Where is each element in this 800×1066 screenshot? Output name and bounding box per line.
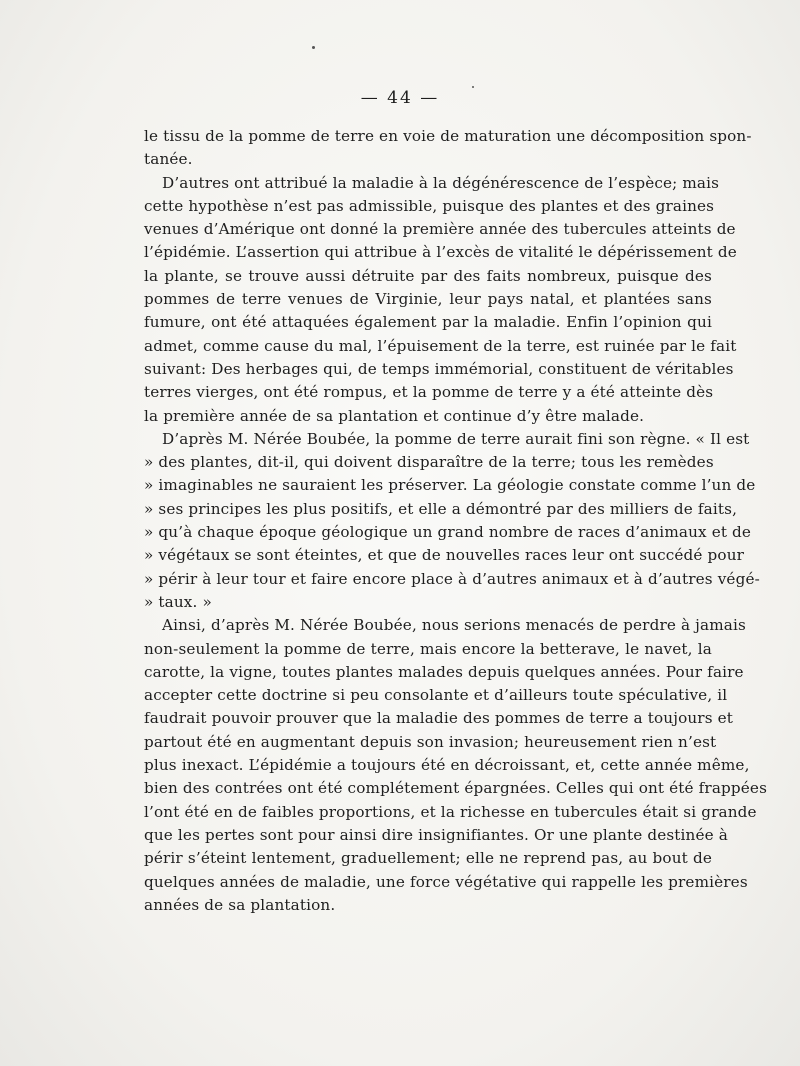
text-line: la plante, se trouve aussi détruite par des faits nombreux, puisque des	[144, 266, 712, 285]
page-number: — 44 —	[360, 88, 440, 108]
text-line: » qu’à chaque époque géologique un grand nombre de races d’animaux et de	[144, 523, 752, 542]
text-line: bien des contrées ont été complétement épargnées. Celles qui ont été frappées	[144, 779, 768, 798]
ink-speck	[312, 46, 315, 49]
text-line: venues d’Amérique ont donné la première année des tubercules atteints de	[144, 220, 736, 239]
text-line: périr s’éteint lentement, graduellement; elle ne reprend pas, au bout de	[144, 849, 712, 868]
text-line: que les pertes sont pour ainsi dire insignifiantes. Or une plante destinée à	[144, 825, 728, 844]
text-line: D’autres ont attribué la maladie à la dégénérescence de l’espèce; mais	[162, 173, 720, 192]
text-line: » des plantes, dit-il, qui doivent disparaître de la terre; tous les remèdes	[144, 453, 714, 472]
text-line: fumure, ont été attaquées également par la maladie. Enfin l’opinion qui	[144, 313, 712, 332]
text-line: Ainsi, d’après M. Nérée Boubée, nous serions menacés de perdre à jamais	[162, 616, 746, 635]
text-line: pommes de terre venues de Virginie, leur pays natal, et plantées sans	[144, 290, 712, 309]
text-line: » ses principes les plus positifs, et elle a démontré par des milliers de faits,	[144, 499, 738, 518]
text-line: faudrait pouvoir prouver que la maladie des pommes de terre a toujours et	[144, 709, 734, 728]
text-line: la première année de sa plantation et continue d’y être malade.	[144, 406, 645, 425]
paragraph	[144, 172, 737, 428]
text-line: quelques années de maladie, une force végétative qui rappelle les premières	[144, 872, 748, 891]
text-line: » périr à leur tour et faire encore place à d’autres animaux et à d’autres végé-	[144, 569, 760, 588]
text-line: l’ont été en de faibles proportions, et la richesse en tubercules était si grande	[144, 802, 757, 821]
paragraph	[144, 614, 768, 917]
text-line: » imaginables ne sauraient les préserver. La géologie constate comme l’un de	[144, 476, 756, 495]
text-line: tanée.	[144, 150, 193, 169]
text-line: années de sa plantation.	[144, 895, 336, 914]
paragraph	[144, 428, 760, 614]
text-line: l’épidémie. L’assertion qui attribue à l’excès de vitalité le dépérissement de	[144, 243, 737, 262]
text-line: suivant: Des herbages qui, de temps immémorial, constituent de véritables	[144, 359, 734, 378]
text-line: non-seulement la pomme de terre, mais encore la betterave, le navet, la	[144, 639, 712, 658]
text-line: partout été en augmentant depuis son invasion; heureusement rien n’est	[144, 732, 717, 751]
text-line: admet, comme cause du mal, l’épuisement de la terre, est ruinée par le fait	[144, 336, 737, 355]
text-line: terres vierges, ont été rompus, et la pomme de terre y a été atteinte dès	[144, 383, 714, 402]
text-line: cette hypothèse n’est pas admissible, puisque des plantes et des graines	[144, 196, 715, 215]
text-line: D’après M. Nérée Boubée, la pomme de terre aurait fini son règne. « Il est	[162, 429, 750, 448]
text-line: » végétaux se sont éteintes, et que de nouvelles races leur ont succédé pour	[144, 546, 745, 565]
text-line: plus inexact. L’épidémie a toujours été en décroissant, et, cette année même,	[144, 756, 750, 775]
text-line: » taux. »	[144, 592, 212, 611]
paragraph	[144, 125, 752, 172]
text-line: carotte, la vigne, toutes plantes malades depuis quelques années. Pour faire	[144, 662, 744, 681]
text-line: accepter cette doctrine si peu consolante et d’ailleurs toute spéculative, il	[144, 686, 728, 705]
text-line: le tissu de la pomme de terre en voie de maturation une décomposition spon-	[144, 127, 752, 145]
body-text	[144, 125, 768, 917]
